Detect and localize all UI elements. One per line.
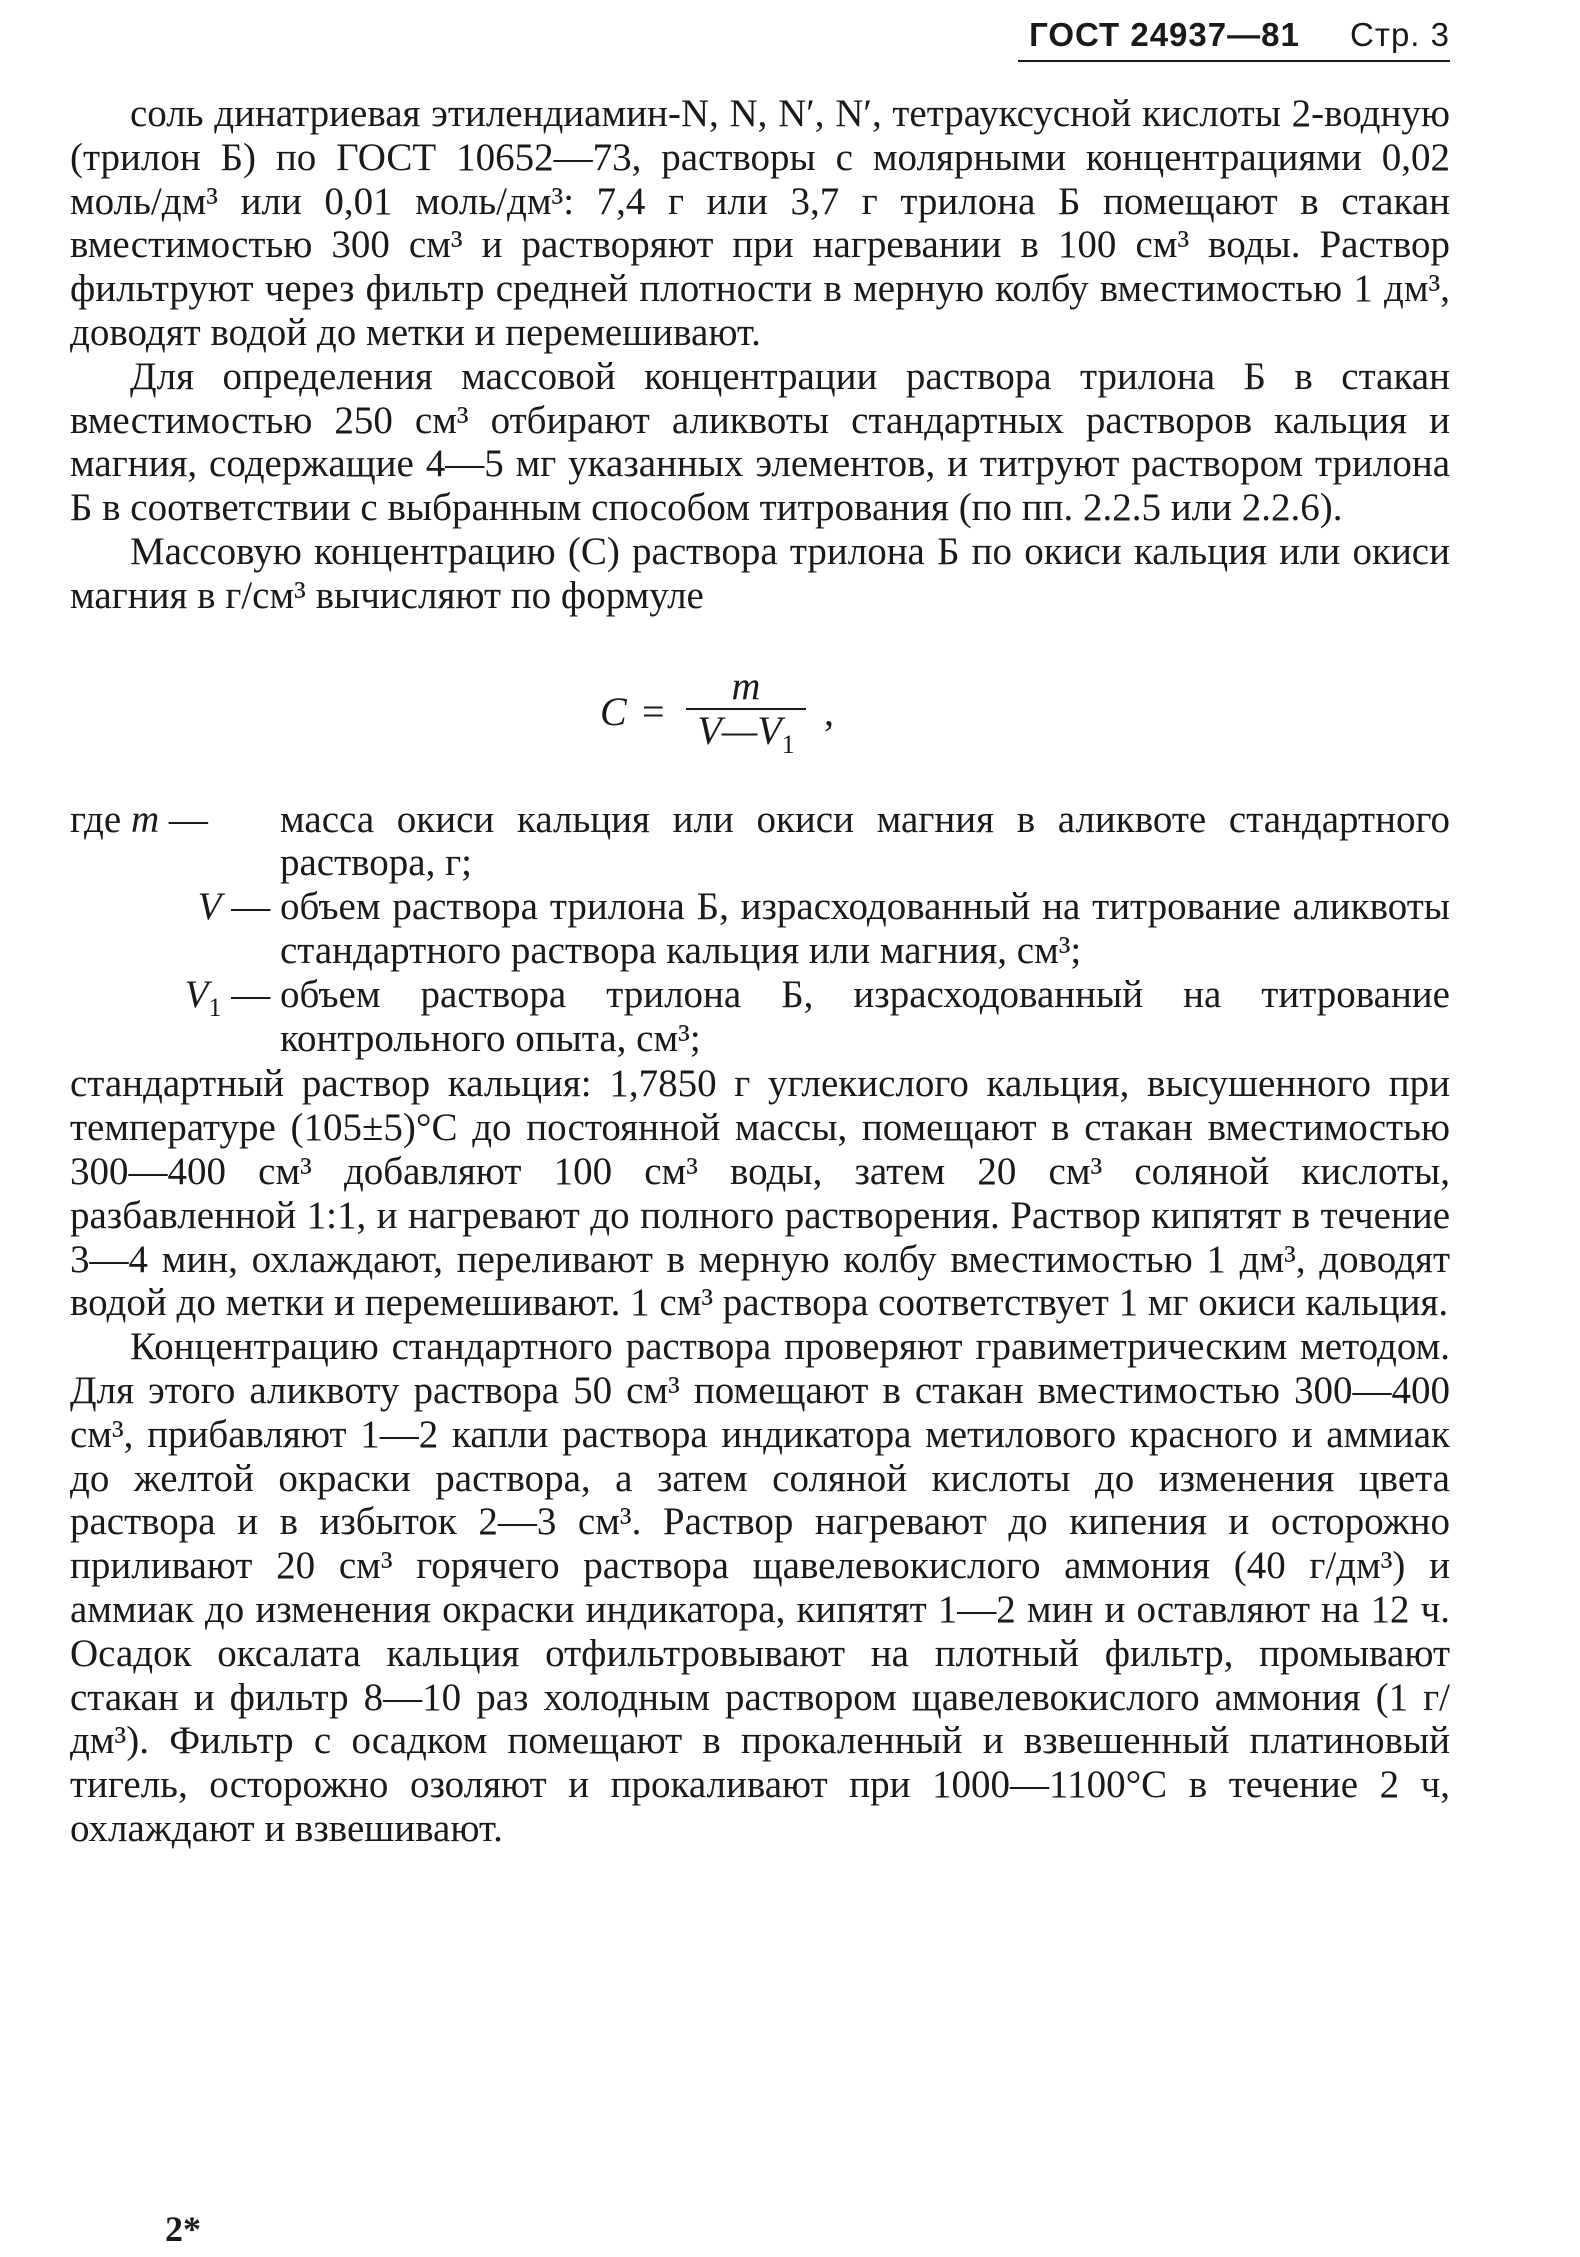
denominator-main: V—V	[697, 707, 782, 753]
definition-text: масса окиси кальция или окиси магния в аликвоте стандартного раствора, г;	[280, 797, 1450, 885]
variable-definitions	[70, 798, 1450, 1061]
definition-dash: —	[231, 972, 271, 1016]
definition-label	[70, 885, 280, 929]
formula-denominator	[686, 707, 806, 766]
definition-label	[70, 973, 280, 1030]
paragraph-gravimetric-check: Концентрацию стандартного раствора проверяют гравиметрическим методом. Для этого аликвоту раствора 50 см³ помещают в стакан вместимостью 300—400 см³, прибавляют 1—2 капли раствора индикатора метилового красного и аммиак до желтой окраски раствора, а затем соляной кислоты до изменения цвета раствора и в избыток 2—3 см³. Раствор нагревают до кипения и осторожно приливают 20 см³ горячего раствора щавелевокислого аммония (40 г/дм³) и аммиак до изменения окраски индикатора, кипятят 1—2 мин и оставляют на 12 ч. Осадок оксалата кальция отфильтровывают на плотный фильтр, промывают стакан и фильтр 8—10 раз холодным раствором щавелевокислого аммония (1 г/дм³). Фильтр с осадком помещают в прокаленный и взвешенный платиновый тигель, осторожно озоляют и прокаливают при 1000—1100°С в течение 2 ч, охлаждают и взвешивают.	[70, 1325, 1450, 1850]
definition-text: объем раствора трилона Б, израсходованный на титрование аликвоты стандартного раствора кальция или магния, см³;	[280, 885, 1450, 972]
definition-label	[70, 798, 280, 842]
standard-number: ГОСТ 24937—81	[1029, 16, 1300, 53]
formula-comma: ,	[824, 688, 834, 734]
body-text	[70, 92, 1450, 1851]
paragraph-formula-intro: Массовую концентрацию (С) раствора трилона Б по окиси кальция или окиси магния в г/см³ вычисляют по формуле	[70, 529, 1450, 617]
paragraph-concentration-determination: Для определения массовой концентрации раствора трилона Б в стакан вместимостью 250 см³ отбирают аликвоты стандартных растворов кальция и магния, содержащие 4—5 мг указанных элементов, и титруют раствором трилона Б в соответствии с выбранным способом титрования (по пп. 2.2.5 или 2.2.6).	[70, 354, 1450, 530]
paragraph-trilon-solution: соль динатриевая этилендиамин-N, N, N′, N′, тетрауксусной кислоты 2-водную (трилон Б) по ГОСТ 10652—73, растворы с молярными концентрациями 0,02 моль/дм³ или 0,01 моль/дм³: 7,4 г или 3,7 г трилона Б помещают в стакан вместимостью 300 см³ и растворяют при нагревании в 100 см³ воды. Раствор фильтруют через фильтр средней плотности в мерную колбу вместимостью 1 дм³, доводят водой до метки и перемешивают.	[70, 92, 1450, 354]
formula-lhs: C	[600, 688, 627, 734]
definition-row	[70, 973, 1450, 1061]
definition-row	[70, 885, 1450, 973]
definition-dash: —	[168, 797, 208, 841]
denominator-subscript: 1	[781, 729, 795, 759]
formula-numerator: m	[731, 662, 761, 708]
formula-equals: =	[642, 688, 665, 734]
definition-text: объем раствора трилона Б, израсходованный на титрование контрольного опыта, см³;	[280, 972, 1450, 1060]
definition-symbol: m	[130, 797, 160, 841]
paragraph-calcium-standard: стандартный раствор кальция: 1,7850 г углекислого кальция, высушенного при температуре (105±5)°С до постоянной массы, помещают в стакан вместимостью 300—400 см³ добавляют 100 см³ воды, затем 20 см³ соляной кислоты, разбавленной 1:1, и нагревают до полного растворения. Раствор кипятят в течение 3—4 мин, охлаждают, переливают в мерную колбу вместимостью 1 дм³, доводят водой до метки и перемешивают. 1 см³ раствора соответствует 1 мг окиси кальция.	[70, 1062, 1450, 1325]
formula-fraction	[686, 662, 806, 766]
definition-subscript: 1	[208, 992, 222, 1022]
document-page	[70, 0, 1450, 2257]
signature-mark: 2*	[165, 2209, 201, 2249]
formula-mass-concentration	[600, 662, 1450, 759]
definition-symbol: V	[197, 885, 222, 929]
page-number: Стр. 3	[1350, 16, 1450, 53]
definition-symbol: V	[184, 972, 209, 1016]
definition-dash: —	[231, 885, 271, 929]
definition-row	[70, 798, 1450, 886]
definition-prefix: где	[70, 797, 122, 841]
running-head	[1029, 16, 1450, 54]
header-rule	[1018, 60, 1450, 62]
